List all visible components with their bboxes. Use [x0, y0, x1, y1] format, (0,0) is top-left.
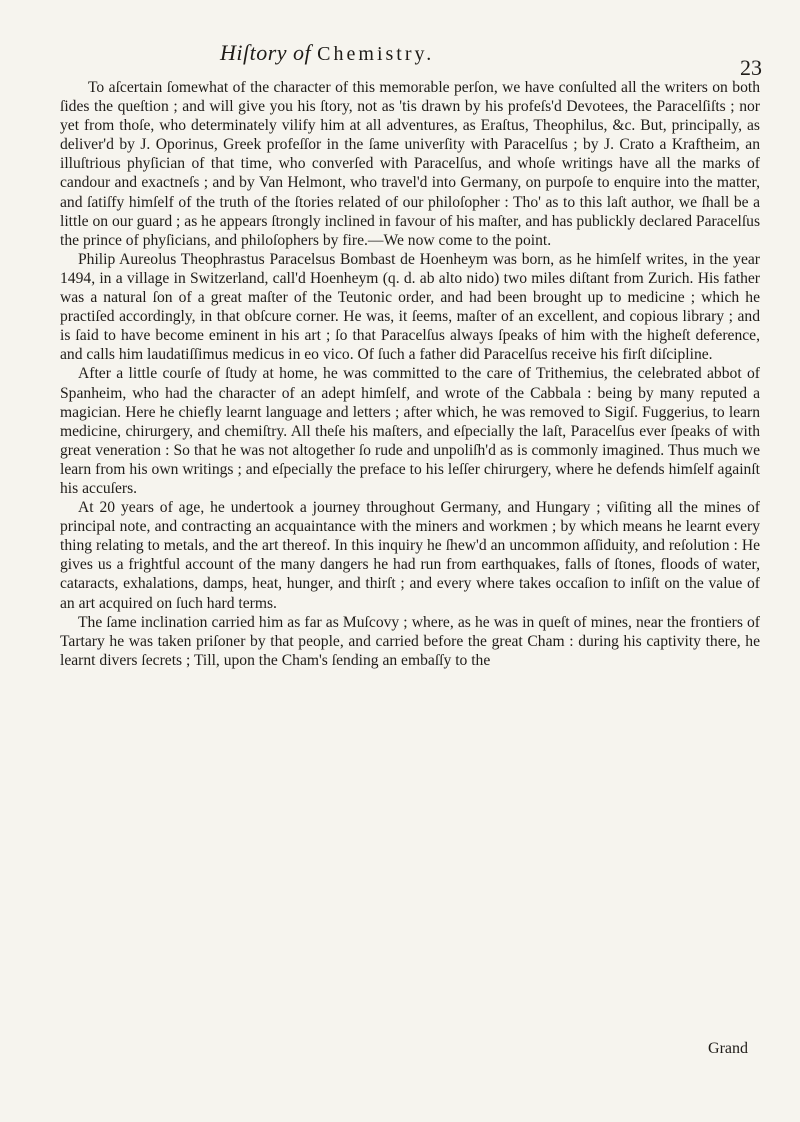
catchword: Grand [708, 1040, 748, 1057]
running-head-italic: Hiſtory of [220, 40, 312, 65]
running-head [220, 40, 434, 66]
paragraph: After a little courſe of ſtudy at home, he was committed to the care of Trithemius, the celebrated abbot of Spanheim, who had the character of an adept himſelf, and wrote of the Cabbala : being by many reputed a magician. Here he chiefly learnt language and letters ; after which, he was removed to Sigiſ. Fuggerius, to learn medicine, chirurgery, and chemiſtry. All theſe his maſters, and eſpecially the laſt, Paracelſus ever ſpeaks of with great veneration : So that he was not altogether ſo rude and unpoliſh'd as is commonly imagined. Thus much we learn from his own writings ; and eſpecially the preface to his leſſer chirurgery, where he defends himſelf againſt his accuſers. [60, 365, 760, 497]
paragraph: Philip Aureolus Theophrastus Paracelsus Bombast de Hoenheym was born, as he himſelf writes, in the year 1494, in a village in Switzerland, call'd Hoenheym (q. d. ab alto nido) two miles diſtant from Zurich. His father was a natural ſon of a great maſter of the Teutonic order, and had been brought up to medicine ; which he practiſed accordingly, in that obſcure corner. He was, it ſeems, maſter of an excellent, and copious library ; and is ſaid to have become eminent in his art ; ſo that Paracelſus always ſpeaks of him with the higheſt deference, and calls him laudatiſſimus medicus in eo vico. Of ſuch a father did Paracelſus receive his firſt diſcipline. [60, 250, 760, 364]
running-head-caps: Chemistry. [317, 43, 435, 65]
paragraph: At 20 years of age, he undertook a journey throughout Germany, and Hungary ; viſiting all the mines of principal note, and contracting an acquaintance with the miners and workmen ; by which means he learnt every thing relating to metals, and the art thereof. In this inquiry he ſhew'd an uncommon aſſiduity, and reſolution : He gives us a frightful account of the many dangers he had run from earthquakes, falls of ſtones, floods of water, cataracts, exhalations, damps, heat, hunger, and thirſt ; and every where takes occaſion to inſiſt on the value of an art acquired on ſuch hard terms. [60, 499, 760, 612]
body-text [60, 78, 760, 670]
paragraph: The ſame inclination carried him as far as Muſcovy ; where, as he was in queſt of mines, near the frontiers of Tartary he was taken priſoner by that people, and carried before the great Cham : during his captivity there, he learnt divers ſecrets ; Till, upon the Cham's ſending an embaſſy to the [60, 613, 760, 669]
paragraph: To aſcertain ſomewhat of the character of this memorable perſon, we have conſulted all the writers on both ſides the queſtion ; and will give you his ſtory, not as 'tis drawn by his profeſs'd Devotees, the Paracelſiſts ; nor yet from thoſe, who determinately vilify him at all adventures, as Eraſtus, Theophilus, &c. But, principally, as deliver'd by J. Oporinus, Greek profeſſor in the ſame univerſity with Paracelſus ; by J. Crato a Kraftheim, an illuſtrious phyſician of that time, who converſed with Paracelſus, and whoſe writings have all the marks of candour and exactneſs ; and by Van Helmont, who travel'd into Germany, on purpoſe to enquire into the matter, and ſatiſfy himſelf of the truth of the ſtories related of our philoſopher : Tho' as to this laſt author, we ſhall be a little on our guard ; as he appears ſtrongly inclined in favour of his maſter, and has publickly declared Paracelſus the prince of phyſicians, and philoſophers by fire.—We now come to the point. [60, 79, 761, 249]
page-number: 23 [740, 55, 762, 80]
